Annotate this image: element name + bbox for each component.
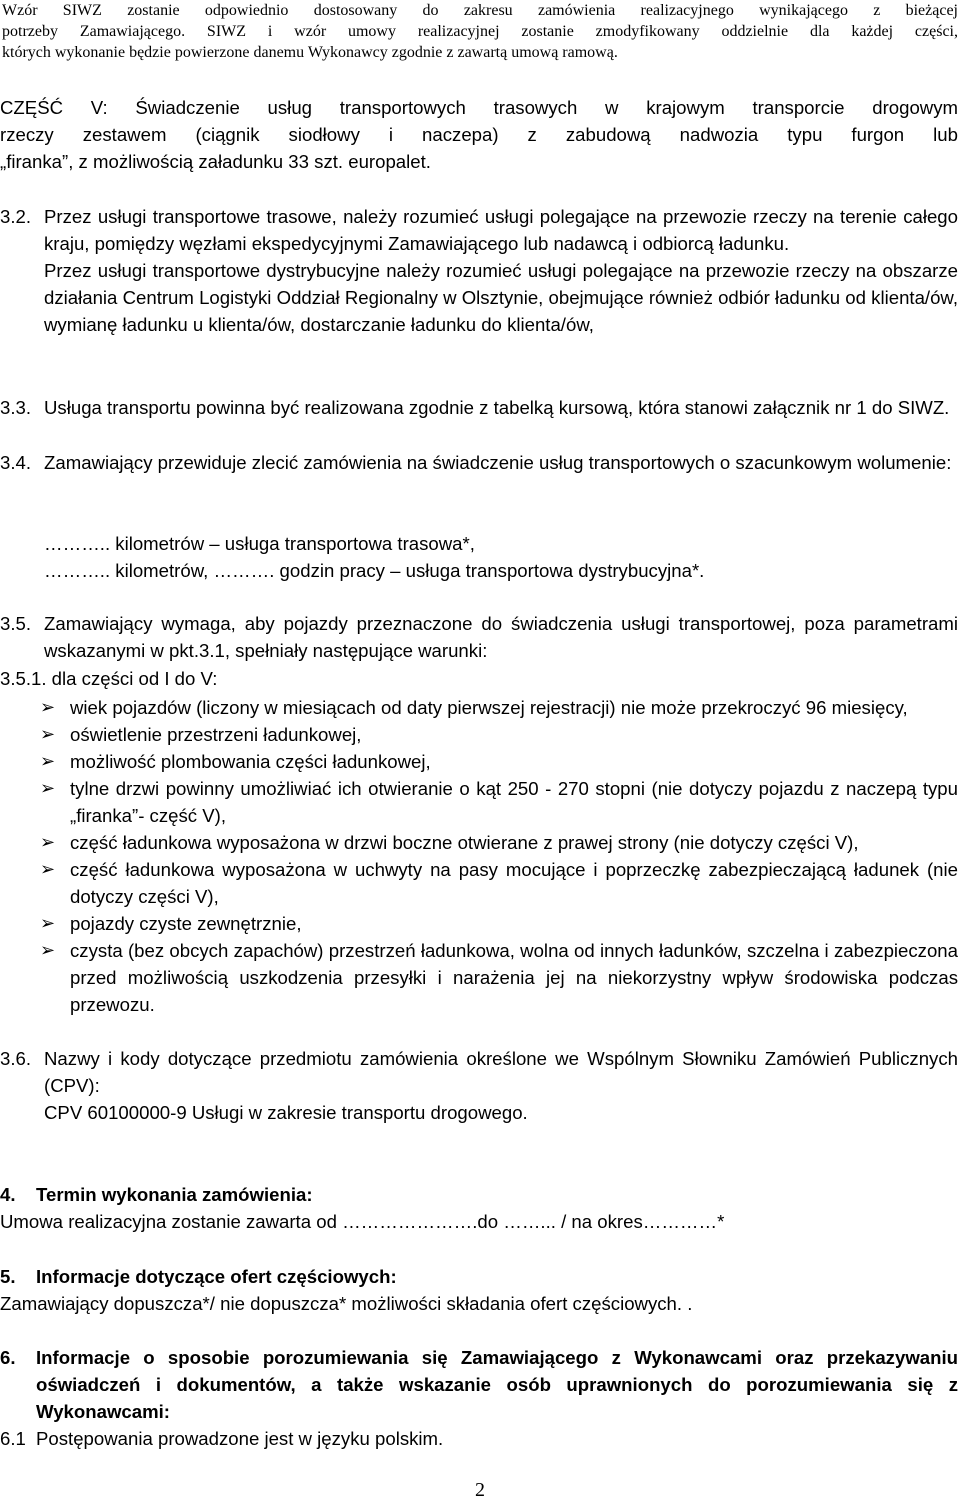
vehicle-requirements-list: [40, 694, 958, 1018]
list-item: ➢ oświetlenie przestrzeni ładunkowej,: [40, 721, 958, 748]
section-number: 6.: [0, 1347, 16, 1368]
item-3-6: [0, 1045, 958, 1126]
section-heading: Informacje dotyczące ofert częściowych:: [36, 1266, 397, 1287]
section-heading: Informacje o sposobie porozumiewania się Zamawiającego z Wykonawcami oraz przekazywaniu oświadczeń i dokumentów, a także wskazanie osób uprawnionych do porozumiewania się z Wykonawcami:: [36, 1347, 958, 1422]
arrowhead-bullet-icon: ➢: [40, 859, 56, 880]
part-title: [0, 94, 958, 175]
arrowhead-bullet-icon: ➢: [40, 832, 56, 853]
header-line-3: których wykonanie będzie powierzone danemu Wykonawcy zgodnie z zawartą umową ramową.: [2, 44, 618, 61]
list-item: ➢ możliwość plombowania części ładunkowej,: [40, 748, 958, 775]
arrowhead-bullet-icon: ➢: [40, 697, 56, 718]
section-4: [0, 1181, 958, 1235]
item-number: 3.3.: [0, 397, 32, 418]
arrowhead-bullet-icon: ➢: [40, 778, 56, 799]
item-paragraph: Zamawiający wymaga, aby pojazdy przeznaczone do świadczenia usługi transportowej, poza parametrami wskazanymi w pkt.3.1, spełniały następujące warunki:: [44, 613, 958, 661]
header-line-1: Wzór SIWZ zostanie odpowiednio dostosowany do zakresu zamówienia realizacyjnego wynikającego z bieżącej: [2, 2, 958, 19]
arrowhead-bullet-icon: ➢: [40, 724, 56, 745]
header-line-2: potrzeby Zamawiającego. SIWZ i wzór umowy realizacyjnej zostanie zmodyfikowany oddzielnie dla każdej części,: [2, 23, 958, 40]
section-number: 4.: [0, 1184, 16, 1205]
arrowhead-bullet-icon: ➢: [40, 940, 56, 961]
list-item: ➢ część ładunkowa wyposażona w uchwyty na pasy mocujące i poprzeczkę zabezpieczającą ładunek (nie dotyczy części V),: [40, 856, 958, 910]
list-item: ➢ wiek pojazdów (liczony w miesiącach od daty pierwszej rejestracji) nie może przekroczyć 96 miesięcy,: [40, 694, 958, 721]
item-3-4: [0, 449, 958, 476]
item-number: 3.6.: [0, 1048, 32, 1069]
item-paragraph: Przez usługi transportowe trasowe, należy rozumieć usługi polegające na przewozie rzeczy na terenie całego kraju, pomiędzy węzłami ekspedycyjnymi Zamawiającego lub nadawcą i odbiorcą ładunku.: [44, 206, 958, 254]
item-3-3: [0, 394, 958, 421]
item-number: 3.4.: [0, 452, 32, 473]
volume-line-dystrybucyjna: ……….. kilometrów, ………. godzin pracy – usługa transportowa dystrybucyjna*.: [44, 560, 705, 581]
section-number: 5.: [0, 1266, 16, 1287]
document-header-note: [2, 0, 958, 63]
section-text: Zamawiający dopuszcza*/ nie dopuszcza* możliwości składania ofert częściowych. .: [0, 1293, 693, 1314]
item-3-5-1: 3.5.1. dla części od I do V:: [0, 668, 218, 689]
item-number: 3.5.: [0, 613, 32, 634]
item-number: 6.1: [0, 1428, 26, 1449]
section-5: [0, 1263, 958, 1317]
section-text: Umowa realizacyjna zostanie zawarta od ………………….do ……... / na okres…………*: [0, 1211, 725, 1232]
page-number: 2: [475, 1479, 485, 1501]
list-item: ➢ pojazdy czyste zewnętrznie,: [40, 910, 958, 937]
volume-line-trasowa: ……….. kilometrów – usługa transportowa trasowa*,: [44, 533, 475, 554]
list-item: ➢ tylne drzwi powinny umożliwiać ich otwieranie o kąt 250 - 270 stopni (nie dotyczy pojazdu z naczepą typu „firanka”- część V),: [40, 775, 958, 829]
cpv-code: CPV 60100000-9 Usługi w zakresie transportu drogowego.: [44, 1102, 528, 1123]
section-6: [0, 1344, 958, 1425]
item-paragraph: Usługa transportu powinna być realizowana zgodnie z tabelką kursową, która stanowi załącznik nr 1 do SIWZ.: [44, 397, 950, 418]
section-heading: Termin wykonania zamówienia:: [36, 1184, 313, 1205]
item-paragraph: Postępowania prowadzone jest w języku polskim.: [36, 1428, 444, 1449]
part-title-line-1: CZĘŚĆ V: Świadczenie usług transportowych trasowych w krajowym transporcie drogowym: [0, 97, 958, 118]
list-item: ➢ część ładunkowa wyposażona w drzwi boczne otwierane z prawej strony (nie dotyczy części V),: [40, 829, 958, 856]
list-item: ➢ czysta (bez obcych zapachów) przestrzeń ładunkowa, wolna od innych ładunków, szczelna i zabezpieczona przed możliwością uszkodzenia przesyłki i narażenia jej na niekorzystny wpływ środowiska podczas przewozu.: [40, 937, 958, 1018]
item-number: 3.2.: [0, 206, 32, 227]
part-title-line-3: „firanka”, z możliwością załadunku 33 szt. europalet.: [0, 151, 431, 172]
arrowhead-bullet-icon: ➢: [40, 751, 56, 772]
arrowhead-bullet-icon: ➢: [40, 913, 56, 934]
item-paragraph: Nazwy i kody dotyczące przedmiotu zamówienia określone we Wspólnym Słowniku Zamówień Publicznych (CPV):: [44, 1048, 958, 1096]
item-6-1: [0, 1425, 958, 1452]
item-3-5: [0, 610, 958, 664]
item-3-2: [0, 203, 958, 338]
item-paragraph: Przez usługi transportowe dystrybucyjne należy rozumieć usługi polegające na przewozie rzeczy na obszarze działania Centrum Logistyki Oddział Regionalny w Olsztynie, obejmujące również odbiór ładunku od klienta/ów, wymianę ładunku u klienta/ów, dostarczanie ładunku do klienta/ów,: [44, 260, 958, 335]
part-title-line-2: rzeczy zestawem (ciągnik siodłowy i naczepa) z zabudową nadwozia typu furgon lub: [0, 124, 958, 145]
item-paragraph: Zamawiający przewiduje zlecić zamówienia na świadczenie usług transportowych o szacunkowym wolumenie:: [44, 452, 952, 473]
